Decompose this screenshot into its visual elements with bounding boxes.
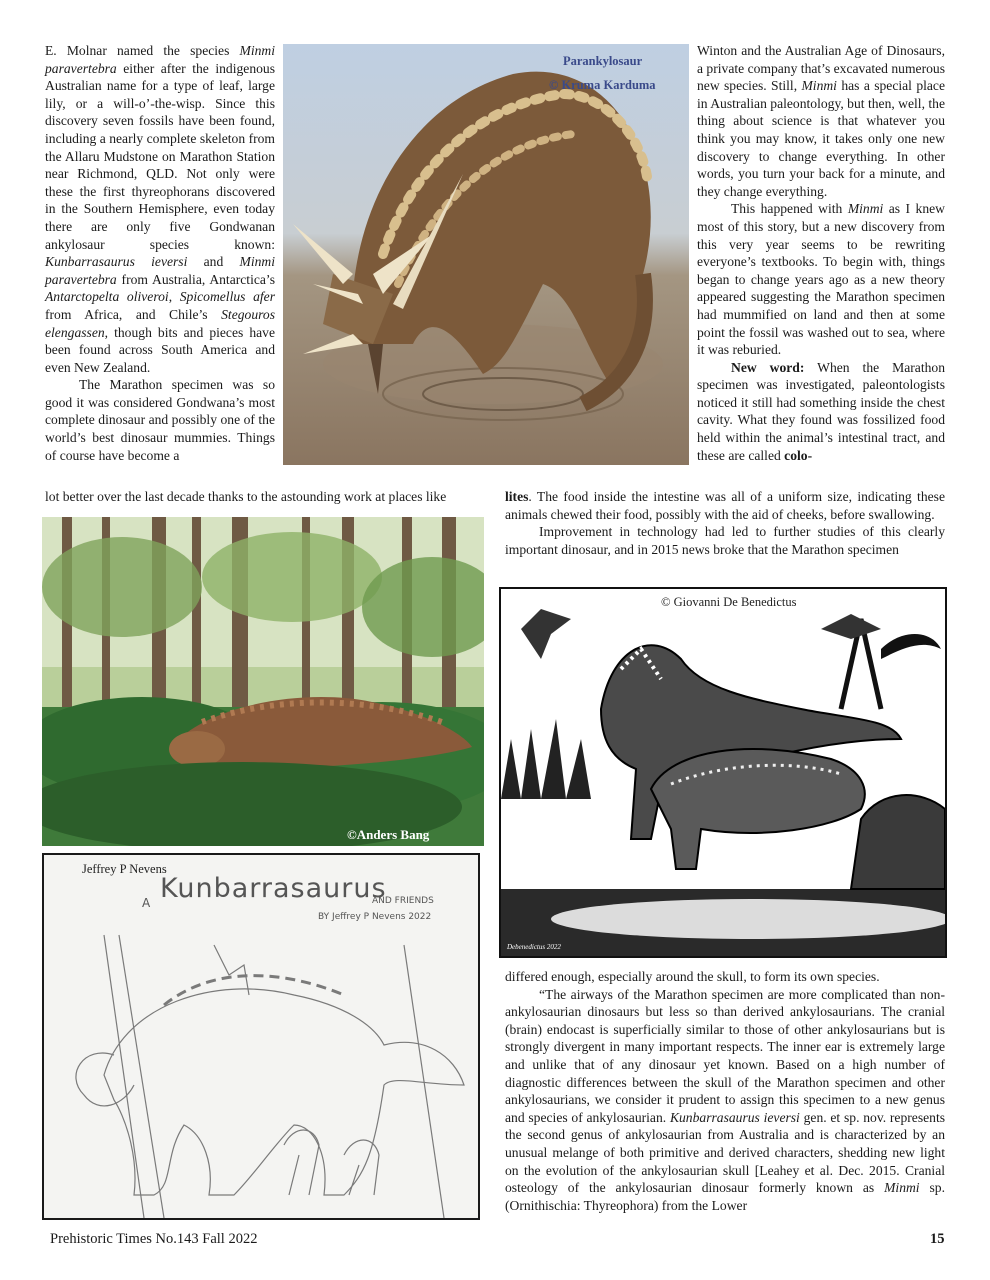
right-bottom-text — [505, 968, 945, 1214]
right-bottom-paragraph-2: “The airways of the Marathon specimen are more complicated than non-ankylosaurian dinosaurs but less so than derived ankylosaurians. The cranial (brain) endocast is superficially similar to those of other ankylosaurians but is strongly divergent in many important respects. The inner ear is extremely large and unlike that of any dinosaur yet known. Based on a high number of diagnostic differences between the skull of the Marathon specimen and other ankylosaurians, we consider it prudent to assign this specimen to a new genus and species of ankylosaurian. Kunbarrasaurus ieversi gen. et sp. nov. represents the second genus of ankylosaurian from Australia and is characterized by an unusual melange of both primitive and derived characters, shedding new light on the evolution of the ankylosaurian skull [Leahey et al. Dec. 2015. Cranial osteology of the ankylosaurian dinosaur formerly known as Minmi sp. (Ornithischia: Thyreophora) from the Lower — [505, 986, 946, 1213]
parankylosaur-credit: © Kruma Karduma — [549, 78, 656, 92]
publication-footer: Prehistoric Times No.143 Fall 2022 — [50, 1231, 258, 1247]
sketch-title-a: A — [142, 896, 151, 910]
left-paragraph-1: E. Molnar named the species Minmi paravertebra either after the indigenous Australian name for a type of leaf, large lily, or a will-o’-the-wisp. Since this discovery seven fossils have been found, including a nearly complete skeleton from the Allaru Mudstone on Marathon Station near Richmond, QLD. Not only were these the first thyreophorans discovered in the Southern Hemisphere, even today there are only five Gondwanan ankylosaur species known: Kunbarrasaurus ieversi and Minmi paravertebra from Australia, Antarctica’s Antarctopelta oliveroi, Spicomellus afer from Africa, and Chile’s Stegouros elengassen, though bits and pieces have been found across South America and even New Zealand. — [45, 43, 275, 375]
right-paragraph-1: Winton and the Australian Age of Dinosaurs, a private company that’s excavated numerous new species. Still, Minmi has a special place in Australian paleontology, but then, well, the thing about science is that whatever you think you may know, it takes only one new discovery to change everything. In other words, you turn your back for a minute, and they change everything. — [697, 43, 945, 199]
sketch-title-main: Kunbarrasaurus — [160, 873, 387, 904]
right-paragraph-3: New word: When the Marathon specimen was investigated, paleontologists noticed it still had something inside the chest cavity. What they found was fossilized food held within the animal’s intestinal tract, and these are called colo- — [697, 359, 945, 463]
page-number: 15 — [930, 1231, 945, 1247]
right-column-text — [697, 42, 945, 464]
forest-credit: ©Anders Bang — [347, 827, 430, 842]
parankylosaur-caption: Parankylosaur — [563, 54, 643, 68]
sketch-title-and: AND FRIENDS — [372, 896, 434, 906]
left-paragraph-continuation: lot better over the last decade thanks to the astounding work at places like — [45, 489, 447, 504]
right-paragraph-3-end: lites. The food inside the intestine was all of a uniform size, indicating these animals chewed their food, possibly with the aid of cheeks, before swallowing. — [505, 489, 945, 522]
right-wide-text — [505, 488, 945, 558]
ink-signature: Debenedictus 2022 — [507, 943, 561, 951]
right-paragraph-2: This happened with Minmi as I knew most of this story, but a new discovery from this very year seems to be rewriting everyone’s textbooks. To begin with, things began to change years ago as a new theory appeared suggesting the Marathon specimen had mummified on land and then at some point the fossil was washed out to sea, where it was reburied. — [697, 201, 945, 358]
ink-credit: © Giovanni De Benedictus — [661, 594, 797, 612]
parankylosaur-image — [283, 44, 689, 465]
sketch-title-by: BY Jeffrey P Nevens 2022 — [318, 912, 432, 922]
forest-ankylosaur-image — [42, 517, 484, 846]
left-column-text — [45, 42, 275, 464]
sketch-credit: Jeffrey P Nevens — [82, 862, 167, 876]
ink-illustration-image — [499, 587, 947, 958]
right-bottom-paragraph-1: differed enough, especially around the skull, to form its own species. — [505, 969, 880, 984]
right-paragraph-4: Improvement in technology had led to further studies of this clearly important dinosaur, and in 2015 news broke that the Marathon specimen — [505, 524, 945, 557]
left-paragraph-2: The Marathon specimen was so good it was considered Gondwana’s most complete dinosaur and possibly one of the world’s best dinosaur mummies. Things of course have become a — [45, 377, 275, 463]
